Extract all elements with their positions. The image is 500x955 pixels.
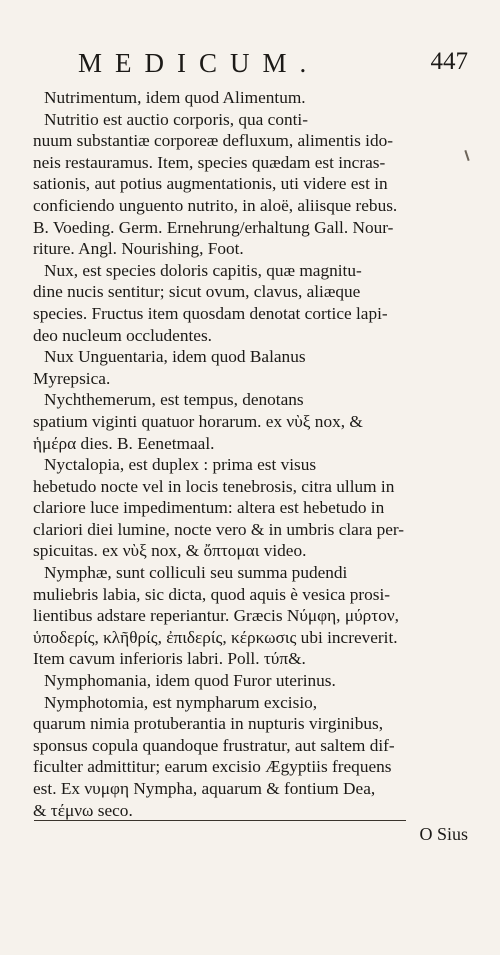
entry-text-line: & τέμνω seco. xyxy=(33,800,133,820)
entry-headword-line: Nutritio est auctio corporis, qua conti- xyxy=(44,109,308,129)
entry-text-line: deo nucleum occludentes. xyxy=(33,325,212,345)
entry-text-line: species. Fructus item quosdam denotat cortice lapi- xyxy=(33,303,388,323)
catchword: O Sius xyxy=(419,824,468,844)
entry-text-line: lientibus adstare reperiantur. Græcis Νύμφη, μύρτον, xyxy=(33,606,399,626)
entry-nymphae xyxy=(33,562,451,670)
dictionary-entries xyxy=(33,87,451,821)
entry-text-line: clariori diei lumine, nocte vero & in umbris clara per- xyxy=(33,519,405,539)
entry-nymphotomia xyxy=(33,692,451,822)
entry-headword-line: Nyctalopia, est duplex : prima est visus xyxy=(44,455,317,475)
entry-headword-line: Nutrimentum, idem quod Alimentum. xyxy=(44,88,306,107)
running-title: MEDICUM. xyxy=(78,48,320,78)
entry-headword-line: Nymphomania, idem quod Furor uterinus. xyxy=(44,671,336,691)
entry-nutrimentum xyxy=(33,87,451,109)
margin-mark xyxy=(464,150,469,161)
entry-text-line: sponsus copula quandoque frustratur, aut saltem dif- xyxy=(33,735,395,755)
entry-text-line: ficulter admittitur; earum excisio Ægyptiis frequens xyxy=(33,757,392,777)
page-header xyxy=(78,48,468,82)
entry-headword-line: Nymphæ, sunt colliculi seu summa pudendi xyxy=(44,563,348,583)
entry-headword-line: Nychthemerum, est tempus, denotans xyxy=(44,390,304,410)
entry-headword-line: Nymphotomia, est nympharum excisio, xyxy=(44,692,318,712)
entry-text-line: dine nucis sentitur; sicut ovum, clavus, aliæque xyxy=(33,282,361,302)
entry-nutritio xyxy=(33,109,451,260)
entry-text-line: B. Voeding. Germ. Ernehrung/erhaltung Gall. Nour- xyxy=(33,217,394,237)
entry-headword-line: Nux Unguentaria, idem quod Balanus xyxy=(44,347,306,367)
entry-nymphomania xyxy=(33,670,451,692)
entry-text-line: spatium viginti quatuor horarum. ex νὺξ nox, & xyxy=(33,411,363,431)
entry-text-line: conficiendo unguento nutrito, in aloë, aliisque rebus. xyxy=(33,195,398,215)
entry-text-line: sationis, aut potius augmentationis, uti videre est in xyxy=(33,174,388,194)
entry-text-line: clariore luce impedimentum: altera est hebetudo in xyxy=(33,498,385,518)
entry-text-line: riture. Angl. Nourishing, Foot. xyxy=(33,239,244,259)
entry-text-line: hebetudo nocte vel in locis tenebrosis, citra ullum in xyxy=(33,476,395,496)
entry-text-line: quarum nimia protuberantia in nupturis virginibus, xyxy=(33,714,384,734)
entry-text-line: est. Ex νυμφη Nympha, aquarum & fontium Dea, xyxy=(33,779,376,798)
entry-text-line: spicuitas. ex νὺξ nox, & ὄπτομαι video. xyxy=(33,541,307,561)
entry-text-line: nuum substantiæ corporeæ defluxum, alimentis ido- xyxy=(33,131,393,151)
entry-nux xyxy=(33,260,451,346)
entry-text-line: ἡμέρα dies. B. Eenetmaal. xyxy=(33,433,215,453)
entry-nyctalopia xyxy=(33,454,451,562)
entry-text-line: neis restauramus. Item, species quædam est incras- xyxy=(33,152,386,172)
page-number: 447 xyxy=(430,48,468,75)
entry-text-line: Item cavum inferioris labri. Poll. τύπ&. xyxy=(33,649,306,669)
footer-rule xyxy=(34,820,406,821)
entry-text-line: muliebris labia, sic dicta, quod aquis è vesica prosi- xyxy=(33,584,391,604)
entry-text-line: ὑποδερίς, κλῆθρίς, ἐπιδερίς, κέρκωσις ubi increverit. xyxy=(33,627,398,647)
entry-nychthemerum xyxy=(33,389,451,454)
entry-nux-unguentaria xyxy=(33,346,451,389)
entry-headword-line: Nux, est species doloris capitis, quæ magnitu- xyxy=(44,260,362,280)
entry-text-line: Myrepsica. xyxy=(33,368,111,388)
